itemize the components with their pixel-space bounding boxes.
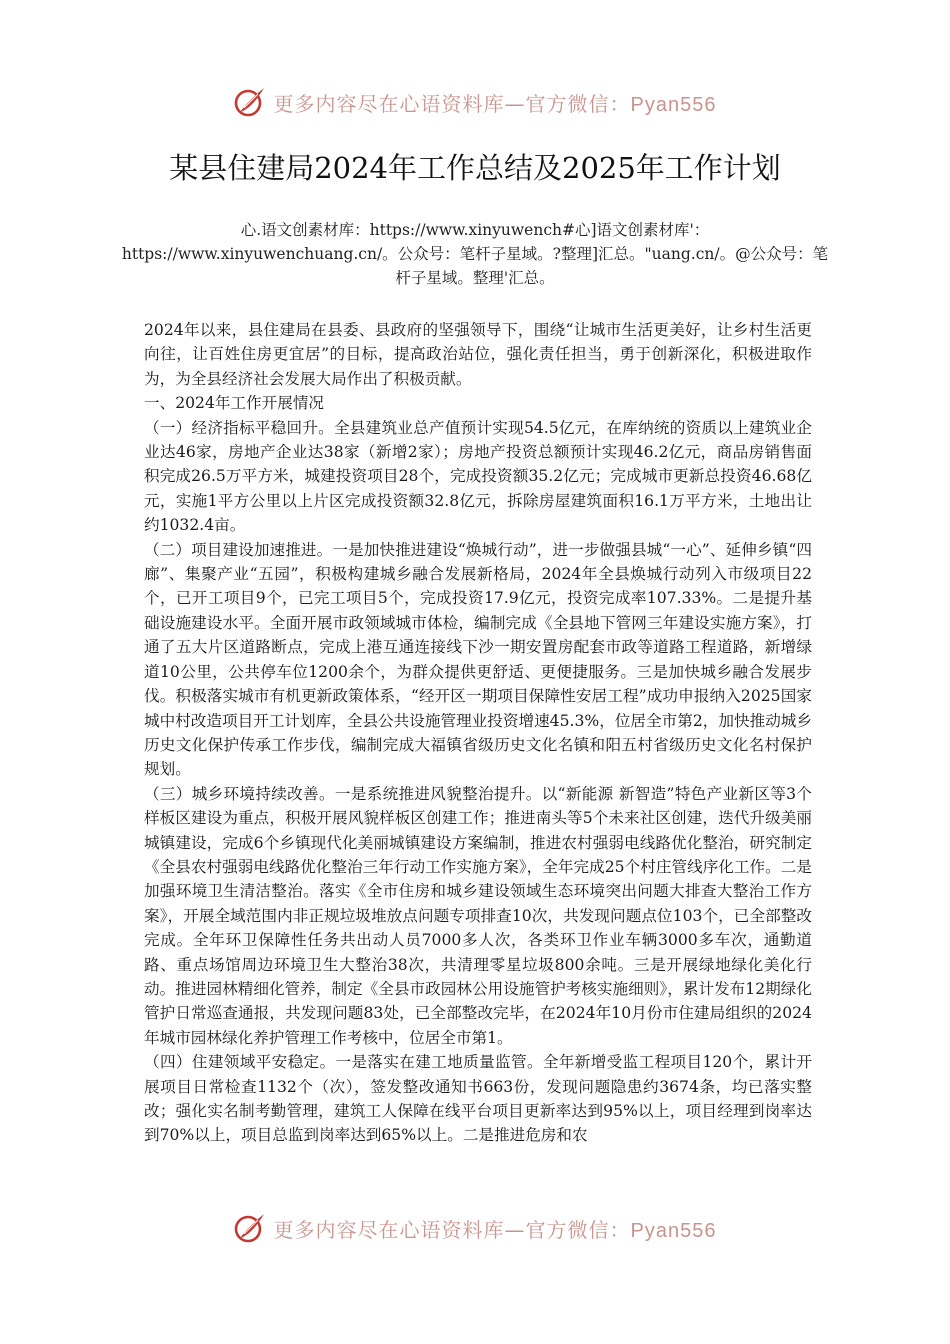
wechat-id: Pyan556 xyxy=(630,93,717,116)
watermark-footer xyxy=(0,1208,950,1248)
quill-logo-icon xyxy=(234,1212,266,1244)
paragraph-urban-rural-environment: （三）城乡环境持续改善。一是系统推进风貌整治提升。以“新能源 新智造”特色产业新区等3个样板区建设为重点，积极开展风貌样板区创建工作；推进南头等5个未来社区创建，迭代升级美丽城镇建设，完成6个乡镇现代化美丽城镇建设方案编制，推进农村强弱电线路优化整治，研究制定《全县农村强弱电线路优化整治三年行动工作实施方案》，全年完成25个村庄管线序化工作。二是加强环境卫生清洁整治。落实《全市住房和城乡建设领域生态环境突出问题大排查大整治工作方案》，开展全域范围内非正规垃圾堆放点问题专项排查10次，共发现问题点位103个，已全部整改完成。全年环卫保障性任务共出动人员7000多人次，各类环卫作业车辆3000多车次，通勤道路、重点场馆周边环境卫生大整治38次，共清理零星垃圾800余吨。三是开展绿地绿化美化行动。推进园林精细化管养，制定《全县市政园林公用设施管护考核实施细则》，累计发布12期绿化管护日常巡查通报，共发现问题83处，已全部整改完毕，在2024年10月份市住建局组织的2024年城市园林绿化养护管理工作考核中，位居全市第1。 xyxy=(144,784,812,1047)
quill-logo-icon xyxy=(234,86,266,118)
document-title: 某县住建局2024年工作总结及2025年工作计划 xyxy=(169,151,781,185)
section-heading: 一、2024年工作开展情况 xyxy=(144,394,325,413)
wechat-id: Pyan556 xyxy=(630,1219,717,1242)
paragraph-project-construction: （二）项目建设加速推进。一是加快推进建设“焕城行动”，进一步做强县城“一心”、延伸乡镇“四廊”、集聚产业“五园”，积极构建城乡融合发展新格局，2024年全县焕城行动列入市级项目22个，已开工项目9个，已完工项目5个，完成投资17.9亿元，投资完成率107.33%。二是提升基础设施建设水平。全面开展市政领域城市体检，编制完成《全县地下管网三年建设实施方案》，打通了五大片区道路断点，完成上港互通连接线下沙一期安置房配套市政等道路工程道路，新增绿道10公里，公共停车位1200余个，为群众提供更舒适、更便捷服务。三是加快城乡融合发展步伐。积极落实城市有机更新政策体系，“经开区一期项目保障性安居工程”成功申报纳入2025国家城中村改造项目开工计划库，全县公共设施管理业投资增速45.3%，位居全市第2，加快推动城乡历史文化保护传承工作步伐，编制完成大福镇省级历史文化名镇和阳五村省级历史文化名村保护规划。 xyxy=(144,540,812,779)
watermark-text: 更多内容尽在心语资料库—官方微信：Pyan556 xyxy=(273,91,717,116)
intro-paragraph: 2024年以来，县住建局在县委、县政府的坚强领导下，围绕“让城市生活更美好，让乡村生活更向往，让百姓住房更宜居”的目标，提高政治站位，强化责任担当，勇于创新深化，积极进取作为，为全县经济社会发展大局作出了积极贡献。 xyxy=(144,321,812,388)
paragraph-safety-stability: （四）住建领域平安稳定。一是落实在建工地质量监管。全年新增受监工程项目120个，累计开展项目日常检查1132个（次），签发整改通知书663份，发现问题隐患约3674条，均已落实整改；强化实名制考勤管理，建筑工人保障在线平台项目更新率达到95%以上，项目经理到岗率达到70%以上，项目总监到岗率达到65%以上。二是推进危房和农 xyxy=(144,1053,812,1145)
source-line: 心.语文创素材库：https://www.xinyuwench#心]语文创素材库'：https://www.xinyuwenchuang.cn/。公众号：笔杆子星域。?整理]汇总。"uang.cn/。@公众号：笔杆子星域。整理'汇总。 xyxy=(121,221,829,287)
document-body xyxy=(144,318,812,1148)
paragraph-economic-indicators: （一）经济指标平稳回升。全县建筑业总产值预计实现54.5亿元，在库纳统的资质以上建筑业企业达46家，房地产企业达38家（新增2家）；房地产投资总额预计实现46.2亿元，商品房销售面积完成26.5万平方米，城建投资项目28个，完成投资额35.2亿元；完成城市更新总投资46.68亿元，实施1平方公里以上片区完成投资额32.8亿元，拆除房屋建筑面积16.1万平方米，土地出让约1032.4亩。 xyxy=(144,418,812,535)
watermark-text: 更多内容尽在心语资料库—官方微信：Pyan556 xyxy=(273,1217,717,1242)
watermark-header xyxy=(0,82,950,122)
